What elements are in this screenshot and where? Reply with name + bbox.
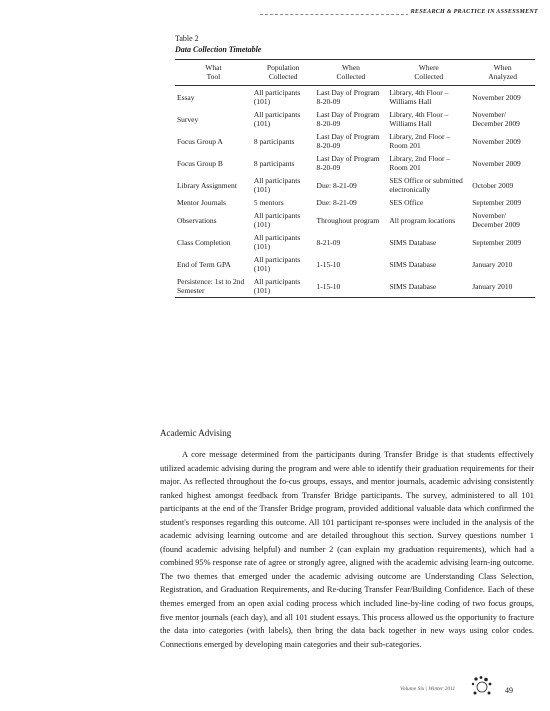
page-number: 49 xyxy=(505,686,513,695)
table-cell: SES Office xyxy=(389,198,424,207)
table-cell: Survey xyxy=(177,114,199,124)
table-cell: October 2009 xyxy=(472,180,514,190)
table-cell: Library, 2nd Floor – Room 201 xyxy=(389,132,451,150)
table-cell: September 2009 xyxy=(472,237,522,247)
table-row xyxy=(175,174,535,196)
table-cell: All participants (101) xyxy=(253,110,301,128)
table-cell: November 2009 xyxy=(472,136,521,146)
table-row xyxy=(175,231,535,253)
table-cell: Library, 2nd Floor – Room 201 xyxy=(389,154,451,172)
table-cell: All participants (101) xyxy=(253,233,301,251)
table-cell: Mentor Journals xyxy=(177,198,226,207)
table-caption: Table 2 xyxy=(175,34,199,43)
table-cell: November 2009 xyxy=(472,158,521,168)
table-cell: Observations xyxy=(177,215,217,225)
table-row xyxy=(175,209,535,231)
column-header: When Collected xyxy=(336,63,366,81)
column-header: Where Collected xyxy=(414,63,444,81)
data-collection-table xyxy=(175,59,535,298)
table-cell: 1-15-10 xyxy=(316,259,341,269)
running-head: RESEARCH & PRACTICE IN ASSESSMENT xyxy=(408,9,538,15)
table-cell: November 2009 xyxy=(472,92,521,102)
table-cell: Focus Group B xyxy=(177,158,223,168)
table-cell: 5 mentors xyxy=(253,198,284,207)
table-cell: Library Assignment xyxy=(177,180,237,190)
table-cell: All participants (101) xyxy=(253,277,301,295)
table-row xyxy=(175,275,535,298)
table-cell: Focus Group A xyxy=(177,136,223,146)
table-cell: Last Day of Program 8-20-09 xyxy=(316,154,380,172)
table-cell: Library, 4th Floor – Williams Hall xyxy=(389,110,449,128)
table-cell: End of Term GPA xyxy=(177,259,231,269)
table-cell: November/ December 2009 xyxy=(472,110,520,128)
table-row xyxy=(175,130,535,152)
table-cell: 1-15-10 xyxy=(316,281,341,291)
table-cell: Last Day of Program 8-20-09 xyxy=(316,110,380,128)
section-heading: Academic Advising xyxy=(160,428,232,438)
table-cell: Due: 8-21-09 xyxy=(316,198,357,207)
table-cell: 8 participants xyxy=(253,136,295,146)
table-cell: Persistence: 1st to 2nd Semester xyxy=(177,277,245,295)
table-title: Data Collection Timetable xyxy=(175,45,262,54)
table-cell: January 2010 xyxy=(472,281,513,291)
rpa-logo-icon xyxy=(470,675,494,697)
table-cell: 8 participants xyxy=(253,158,295,168)
table-cell: All participants (101) xyxy=(253,255,301,273)
table-cell: Last Day of Program 8-20-09 xyxy=(316,88,380,106)
table-cell: Throughout program xyxy=(316,215,380,225)
table-header-row xyxy=(175,60,535,86)
table-cell: All participants (101) xyxy=(253,176,301,194)
table-cell: SIMS Database xyxy=(389,259,437,269)
issue-footer: Volume Six | Winter 2011 xyxy=(400,686,456,692)
table-cell: SIMS Database xyxy=(389,237,437,247)
table-row xyxy=(175,86,535,109)
table-cell: All participants (101) xyxy=(253,211,301,229)
table-cell: Essay xyxy=(177,92,195,102)
table-cell: All participants (101) xyxy=(253,88,301,106)
body-text xyxy=(160,448,534,651)
column-header: Population Collected xyxy=(266,63,300,81)
table-row xyxy=(175,152,535,174)
body-paragraph: A core message determined from the participants during Transfer Bridge is that students effectively utilized academic advising during the program and were able to identify their graduation requirements for their major. As reflected throughout the fo-cus groups, essays, and mentor journals, academic advising consistently ranked highest amongst feedback from Transfer Bridge participants. The survey, administered to all 101 participants at the end of the Transfer Bridge program, provided additional valuable data which confirmed the student's responses regarding this outcome. All 101 participant re-sponses were included in the analysis of the academic advising learning outcome and are detailed throughout this section. Survey questions number 1 (found academic advising helpful) and number 2 (can explain my graduation requirements), which had a combined 95% response rate of agree or strongly agree, aligned with the academic advising learn-ing outcome. The two themes that emerged under the academic advising outcome are Understanding Class Selection, Registration, and Graduation Requirements, and Re-ducing Transfer Fear/Building Confidence. Each of these themes emerged from an open axial coding process which included line-by-line coding of two focus groups, five mentor journals (each day), and all 101 student essays. This process allowed us the opportunity to fracture the data into categories (with labels), then bring the data back together in new ways using color codes. Connections emerged by developing main categories and their sub-categories. xyxy=(160,450,534,649)
table-cell: All program locations xyxy=(389,215,456,225)
table-row xyxy=(175,196,535,209)
table-cell: January 2010 xyxy=(472,259,513,269)
table-cell: November/ December 2009 xyxy=(472,211,520,229)
table-cell: September 2009 xyxy=(472,198,522,207)
table-row xyxy=(175,253,535,275)
table-cell: Library, 4th Floor – Williams Hall xyxy=(389,88,449,106)
table-cell: 8-21-09 xyxy=(316,237,341,247)
table-row xyxy=(175,108,535,130)
table-cell: Last Day of Program 8-20-09 xyxy=(316,132,380,150)
table-cell: Due: 8-21-09 xyxy=(316,180,357,190)
table-cell: SES Office or submitted electronically xyxy=(389,176,463,194)
table-cell: SIMS Database xyxy=(389,281,437,291)
column-header: When Analyzed xyxy=(488,63,517,81)
table-cell: Class Completion xyxy=(177,237,231,247)
column-header: What Tool xyxy=(205,63,222,81)
